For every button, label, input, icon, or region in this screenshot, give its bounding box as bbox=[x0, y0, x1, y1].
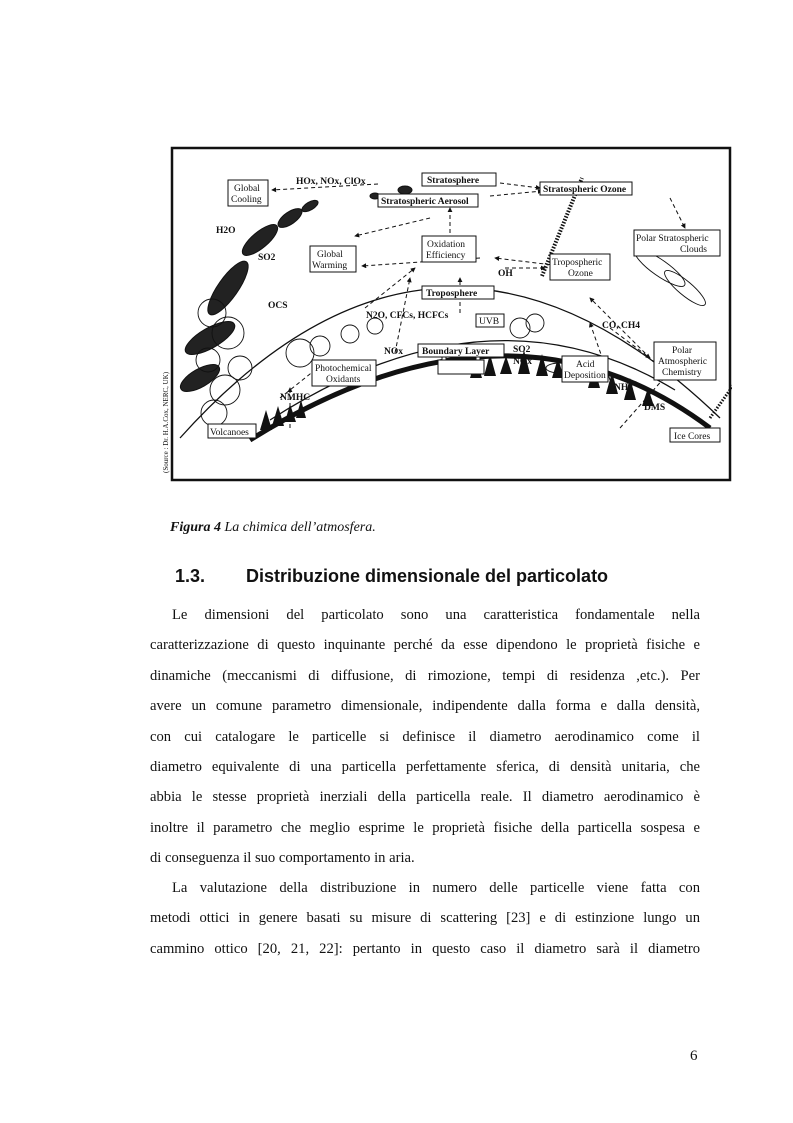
paragraph-line: metodi ottici in genere basati su misure di scattering [23] e di estinzione lungo un bbox=[150, 910, 700, 927]
caption-text: La chimica dell’atmosfera. bbox=[220, 520, 376, 535]
figure-caption bbox=[170, 520, 376, 536]
section-number: 1.3. bbox=[175, 566, 206, 586]
label-oxidation-efficiency-2: Efficiency bbox=[426, 251, 466, 261]
label-global-warming-1: Global bbox=[317, 250, 343, 260]
label-stratospheric-aerosol: Stratospheric Aerosol bbox=[381, 197, 469, 207]
label-global-warming-2: Warming bbox=[312, 261, 348, 271]
label-oh: OH bbox=[498, 269, 513, 279]
section-heading bbox=[175, 566, 715, 587]
paragraph-line: con cui catalogare le particelle si definisce il diametro aerodinamico come il bbox=[150, 728, 700, 745]
paragraph-line: La valutazione della distribuzione in numero delle particelle viene fatta con bbox=[172, 880, 700, 896]
label-polar-atm-chem-2: Atmospheric bbox=[658, 357, 708, 367]
paragraph-line: diametro equivalente di una particella perfettamente sferica, di densità unitaria, che bbox=[150, 759, 700, 776]
label-polar-atm-chem-1: Polar bbox=[672, 346, 693, 356]
label-polar-strat-clouds-1: Polar Stratospheric bbox=[636, 234, 709, 244]
label-nmhc: NMHC bbox=[280, 393, 311, 403]
label-polar-strat-clouds-2: Clouds bbox=[680, 245, 707, 255]
paragraph-line: dinamiche (meccanismi di diffusione, di rimozione, tempi di residenza ,etc.). Per bbox=[150, 667, 700, 684]
label-ocs: OCS bbox=[268, 301, 288, 311]
label-volcanoes: Volcanoes bbox=[210, 428, 249, 438]
paragraph-line: caratterizzazione di questo inquinante perché da esse dipendono le proprietà fisiche e bbox=[150, 637, 700, 654]
paragraph-line: cammino ottico [20, 21, 22]: pertanto in questo caso il diametro sarà il diametro bbox=[150, 940, 700, 957]
label-global-cooling-1: Global bbox=[234, 184, 260, 194]
label-photochemical-oxidants-2: Oxidants bbox=[326, 375, 361, 385]
section-title: Distribuzione dimensionale del particolato bbox=[246, 566, 609, 586]
label-uvb: UVB bbox=[479, 317, 500, 327]
label-oxidation-efficiency-1: Oxidation bbox=[427, 240, 465, 250]
label-acid-deposition-1: Acid bbox=[576, 360, 595, 370]
atmospheric-chemistry-figure bbox=[150, 128, 732, 484]
paragraph-line: abbia le stesse proprietà inerziali della particella reale. Il diametro aerodinamico è bbox=[150, 789, 700, 806]
figure-source-note: (Source : Dr. H.A.Cox, NERC, UK) bbox=[162, 371, 170, 473]
label-hox-nox-clox: HOx, NOx, ClOx bbox=[296, 177, 366, 187]
label-nox-b: NOx bbox=[513, 357, 532, 367]
paragraph-line: inoltre il parametro che meglio esprime le proprietà fisiche della particella sospesa e bbox=[150, 819, 700, 836]
paragraph-line: di conseguenza il suo comportamento in aria. bbox=[150, 850, 415, 867]
label-boundary-layer: Boundary Layer bbox=[422, 347, 490, 357]
paragraph-line: avere un comune parametro dimensionale, indipendente dalla forma e dalla densità, bbox=[150, 698, 700, 715]
label-photochemical-oxidants-1: Photochemical bbox=[315, 364, 372, 374]
label-nh3: NH3 bbox=[614, 383, 633, 393]
label-n2o-cfcs: N2O, CFCs, HCFCs bbox=[366, 311, 449, 321]
label-nox: NOx bbox=[384, 347, 403, 357]
paragraph-2 bbox=[150, 873, 700, 964]
page-number: 6 bbox=[690, 1048, 698, 1064]
label-h2o: H2O bbox=[216, 226, 236, 236]
label-stratospheric-ozone: Stratospheric Ozone bbox=[543, 185, 627, 195]
paragraph-1 bbox=[150, 600, 700, 874]
caption-label: Figura 4 bbox=[170, 520, 221, 535]
label-polar-atm-chem-3: Chemistry bbox=[662, 368, 702, 378]
label-global-cooling-2: Cooling bbox=[231, 195, 262, 205]
label-ice-cores: Ice Cores bbox=[674, 432, 711, 442]
paragraph-line: Le dimensioni del particolato sono una caratteristica fondamentale nella bbox=[172, 607, 700, 623]
label-dms: DMS bbox=[644, 403, 666, 413]
label-tropospheric-ozone-1: Tropospheric bbox=[552, 258, 603, 268]
label-co-ch4: CO, CH4 bbox=[602, 321, 640, 331]
label-troposphere: Troposphere bbox=[426, 289, 478, 299]
label-so2-b: SO2 bbox=[513, 345, 531, 355]
label-stratosphere: Stratosphere bbox=[427, 176, 480, 186]
label-so2: SO2 bbox=[258, 253, 276, 263]
label-tropospheric-ozone-2: Ozone bbox=[568, 269, 593, 279]
label-acid-deposition-2: Deposition bbox=[564, 371, 606, 381]
